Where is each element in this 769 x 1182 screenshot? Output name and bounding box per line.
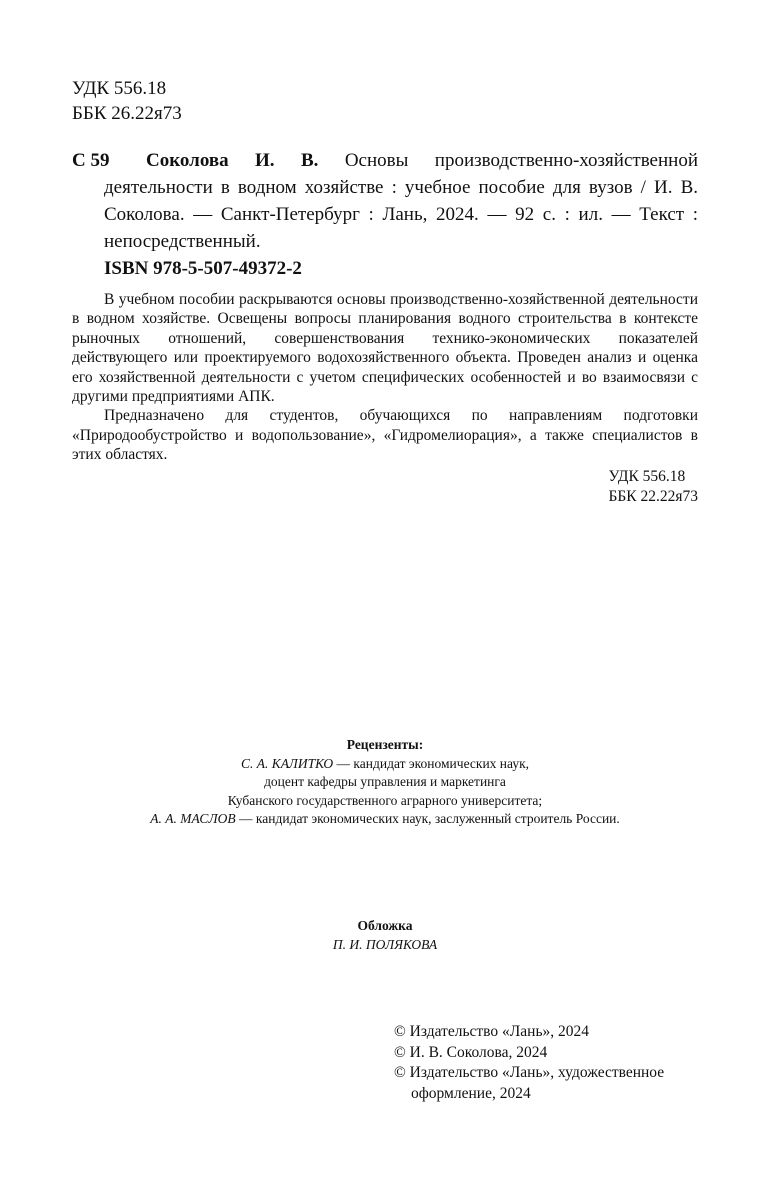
bibliographic-description: Основы производственно-хозяйственной деятельности в водном хозяйстве : учебное пособие для вузов / И. В. Соколова. — Санкт-Петербург : Лань, 2024. — 92 с. : ил. — Текст : непосредственный.: [104, 150, 698, 252]
cover-designer: П. И. ПОЛЯКОВА: [332, 937, 438, 952]
reviewer-1-name: С. А. КАЛИТКО: [240, 755, 334, 771]
bibliographic-record: [104, 147, 698, 255]
copyright-line: © Издательство «Лань», 2024: [394, 1023, 590, 1040]
copyright-line-continuation: оформление, 2024: [411, 1084, 531, 1102]
bbk-code: ББК 22.22я73: [608, 487, 698, 505]
copyright-block: [394, 1022, 698, 1104]
reviewer-1: [72, 755, 698, 774]
udk-code: УДК 556.18: [72, 78, 167, 99]
reviewers-heading: Рецензенты:: [346, 737, 424, 752]
reviewer-2-name: А. А. МАСЛОВ: [150, 811, 236, 827]
copyright-line: © Издательство «Лань», художественное: [394, 1064, 665, 1081]
abstract-paragraph: В учебном пособии раскрываются основы производственно-хозяйственной деятельности в водном хозяйстве. Освещены вопросы планирования водного строительства в контексте рыночных отношений, совершенствования технико-экономических показателей действующего или проектируемого водохозяйственного объекта. Проведен анализ и оценка его хозяйственной деятельности с учетом специфических особенностей и во взаимосвязи с другими предприятиями АПК.: [72, 291, 698, 406]
reviewers-block: [72, 736, 698, 829]
author-cipher: С 59: [72, 150, 110, 171]
cover-credits: [72, 916, 698, 954]
reviewer-1-title: — кандидат экономических наук,: [333, 755, 530, 771]
reviewer-1-position: доцент кафедры управления и маркетинга: [264, 774, 506, 790]
udk-code: УДК 556.18: [608, 468, 686, 485]
author-name: Соколова И. В.: [146, 150, 319, 171]
bbk-code: ББК 26.22я73: [72, 103, 182, 124]
reviewer-1-affiliation: Кубанского государственного аграрного университета;: [227, 792, 543, 808]
abstract-paragraph: Предназначено для студентов, обучающихся по направлениям подготовки «Природообустройство и водопользование», «Гидромелиорация», а также специалистов в этих областях.: [72, 407, 698, 464]
reviewer-2: [72, 810, 698, 829]
cover-heading: Обложка: [357, 918, 413, 933]
reviewer-2-title: — кандидат экономических наук, заслуженный строитель России.: [235, 811, 620, 827]
classification-codes-top: [72, 76, 182, 126]
isbn: ISBN 978-5-507-49372-2: [104, 258, 302, 279]
classification-codes-bottom: [608, 467, 698, 506]
copyright-line: © И. В. Соколова, 2024: [394, 1043, 548, 1061]
abstract: [72, 290, 698, 465]
